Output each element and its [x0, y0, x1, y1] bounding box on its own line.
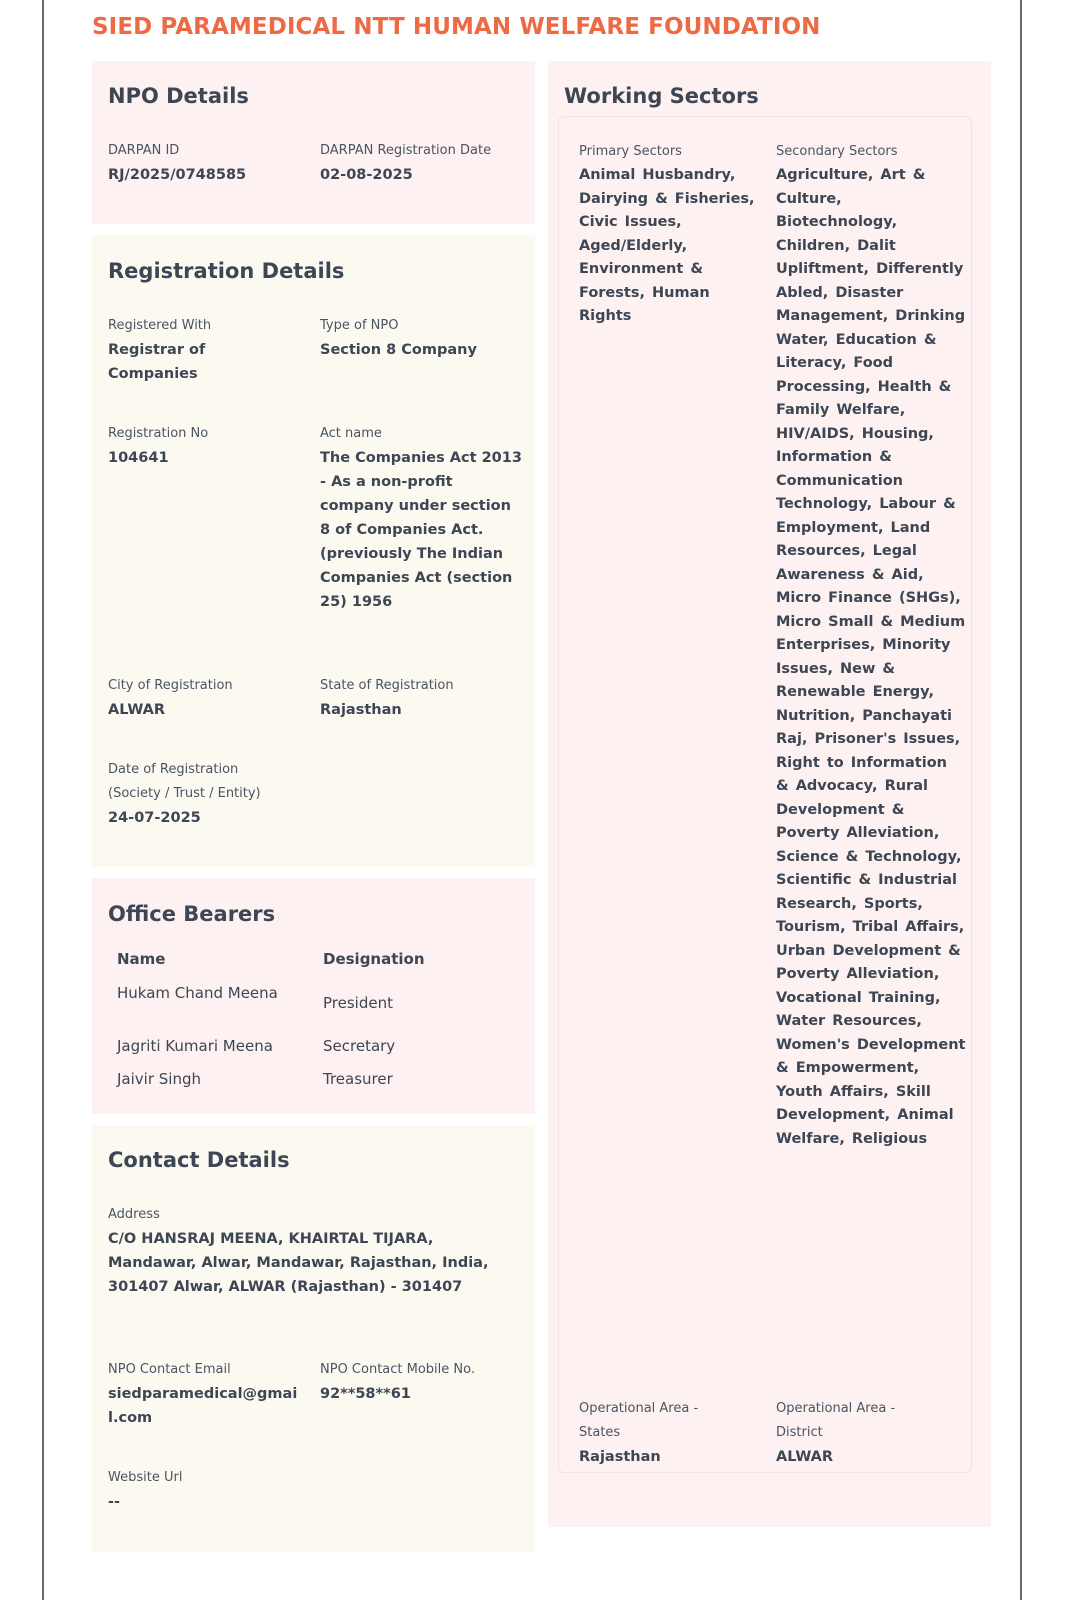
table-header-name: Name — [117, 950, 166, 968]
registered-with-label: Registered With — [108, 318, 212, 333]
darpan-reg-date-value: 02-08-2025 — [320, 167, 413, 183]
operational-area-states-label: Operational Area - States — [579, 1401, 699, 1440]
office-bearers-heading: Office Bearers — [108, 902, 276, 926]
bearer-designation: President — [323, 994, 393, 1012]
secondary-sectors-label: Secondary Sectors — [776, 144, 898, 159]
act-name-value: The Companies Act 2013 - As a non-profit company under section 8 of Companies Act. (previously The Indian Companies Act (section 25) 1956 — [320, 450, 522, 610]
npo-details-card — [92, 61, 535, 224]
operational-area-district-label: Operational Area - District — [776, 1401, 896, 1440]
primary-sectors-label: Primary Sectors — [579, 144, 682, 159]
type-of-npo-value: Section 8 Company — [320, 342, 477, 358]
contact-mobile-value: 92**58**61 — [320, 1386, 411, 1402]
date-of-registration-label: Date of Registration (Society / Trust / Entity) — [108, 762, 261, 801]
contact-email-label: NPO Contact Email — [108, 1362, 231, 1377]
darpan-id-label: DARPAN ID — [108, 143, 180, 158]
secondary-sectors-value: Agriculture, Art & Culture, Biotechnology, Children, Dalit Upliftment, Differently Abled, Disaster Management, Drinking Water, Education & Literacy, Food Processing, Health & Family Welfare, HIV/AIDS, Housing, Information & Communication Technology, Labour & Employment, Land Resources, Legal Awareness & Aid, Micro Finance (SHGs), Micro Small & Medium Enterprises, Minority Issues, New & Renewable Energy, Nutrition, Panchayati Raj, Prisoner's Issues, Right to Information & Advocacy, Rural Development & Poverty Alleviation, Science & Technology, Scientific & Industrial Research, Sports, Tourism, Tribal Affairs, Urban Development & Poverty Alleviation, Vocational Training, Water Resources, Women's Development & Empowerment, Youth Affairs, Skill Development, Animal Welfare, Religious — [776, 167, 966, 1147]
bearer-designation: Secretary — [323, 1037, 396, 1055]
registration-details-heading: Registration Details — [108, 259, 345, 283]
website-url-value: -- — [108, 1494, 121, 1510]
office-bearers-card — [92, 878, 535, 1114]
operational-area-district-value: ALWAR — [776, 1449, 834, 1465]
contact-details-card — [92, 1125, 535, 1552]
working-sectors-heading: Working Sectors — [564, 84, 759, 108]
working-sectors-card — [548, 61, 991, 1527]
contact-email-value: siedparamedical@gmail.com — [108, 1386, 298, 1426]
bearer-name: Hukam Chand Meena — [117, 984, 278, 1002]
type-of-npo-label: Type of NPO — [320, 318, 399, 333]
primary-sectors-value: Animal Husbandry, Dairying & Fisheries, Civic Issues, Aged/Elderly, Environment & Forests, Human Rights — [579, 167, 755, 324]
bearer-name: Jagriti Kumari Meena — [117, 1037, 273, 1055]
city-of-registration-label: City of Registration — [108, 678, 233, 693]
registration-no-value: 104641 — [108, 450, 169, 466]
darpan-id-value: RJ/2025/0748585 — [108, 167, 247, 183]
city-of-registration-value: ALWAR — [108, 702, 166, 718]
table-header-designation: Designation — [323, 950, 425, 968]
address-label: Address — [108, 1207, 160, 1222]
website-url-label: Website Url — [108, 1470, 183, 1485]
npo-details-heading: NPO Details — [108, 84, 249, 108]
registered-with-value: Registrar of Companies — [108, 342, 206, 382]
page-border-right — [1020, 0, 1022, 1600]
state-of-registration-value: Rajasthan — [320, 702, 402, 718]
darpan-reg-date-label: DARPAN Registration Date — [320, 143, 492, 158]
state-of-registration-label: State of Registration — [320, 678, 454, 693]
working-sectors-panel — [558, 116, 972, 1473]
operational-area-states-value: Rajasthan — [579, 1449, 661, 1465]
organization-title: SIED PARAMEDICAL NTT HUMAN WELFARE FOUNDATION — [92, 14, 821, 40]
date-of-registration-value: 24-07-2025 — [108, 810, 201, 826]
contact-details-heading: Contact Details — [108, 1148, 290, 1172]
registration-no-label: Registration No — [108, 426, 209, 441]
contact-mobile-label: NPO Contact Mobile No. — [320, 1362, 475, 1377]
bearer-name: Jaivir Singh — [117, 1070, 201, 1088]
page-border-left — [42, 0, 44, 1600]
address-value: C/O HANSRAJ MEENA, KHAIRTAL TIJARA, Mandawar, Alwar, Mandawar, Rajasthan, India, 301407 Alwar, ALWAR (Rajasthan) - 301407 — [108, 1231, 489, 1295]
bearer-designation: Treasurer — [323, 1070, 393, 1088]
act-name-label: Act name — [320, 426, 382, 441]
registration-details-card — [92, 235, 535, 867]
